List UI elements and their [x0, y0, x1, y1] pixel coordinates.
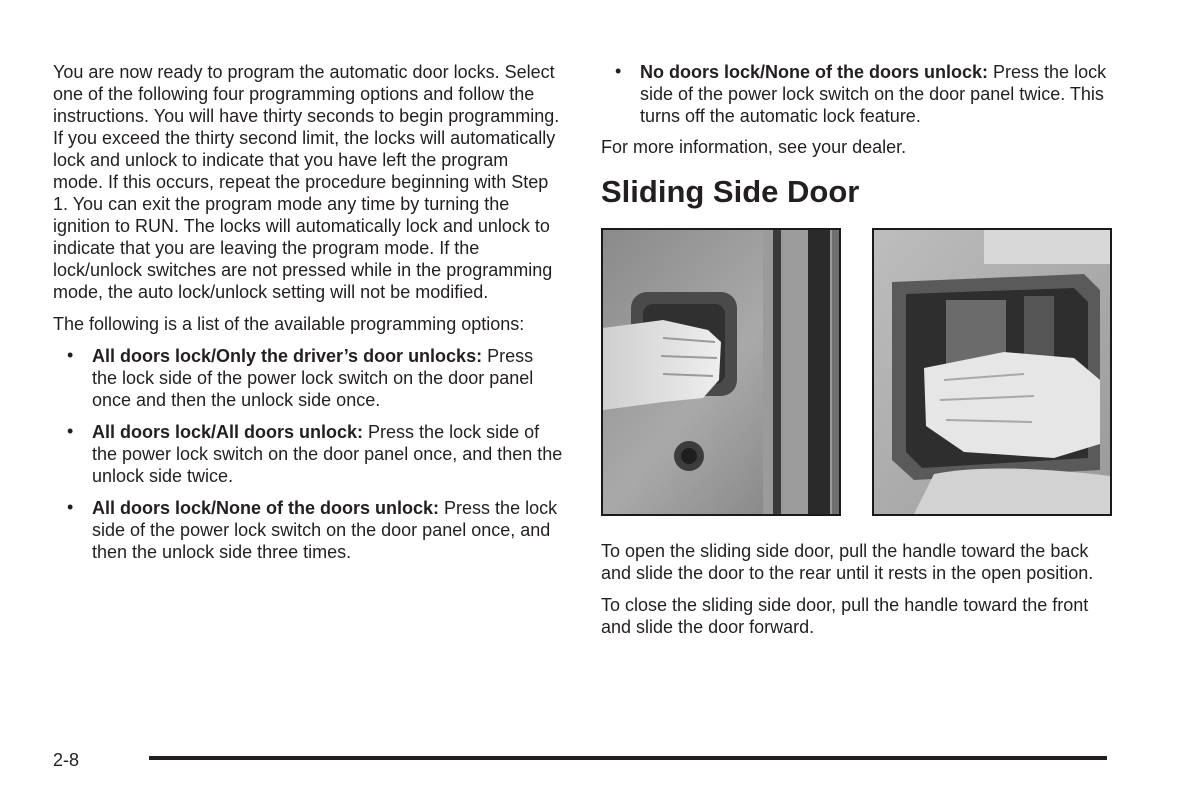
exterior-handle-photo [601, 228, 841, 516]
footer-divider [149, 756, 1107, 760]
option-text: Press the lock side of the power lock switch on the door panel twice. This turns off the automatic lock feature. [640, 62, 1107, 126]
bullet-icon: • [67, 497, 74, 517]
intro-paragraph: You are now ready to program the automatic door locks. Select one of the following four programming options and follow the instructions. You will have thirty seconds to begin programming. If you exceed the thirty second limit, the locks will automatically lock and unlock to indicate that you have left the program mode. If this occurs, repeat the procedure beginning with Step 1. You can exit the program mode any time by turning the ignition to RUN. The locks will automatically lock and unlock to indicate that you are leaving the program mode. If the lock/unlock switches are not pressed while in the programming mode, the auto lock/unlock setting will not be modified. [53, 62, 560, 302]
programming-options-list [53, 345, 563, 563]
list-item [53, 345, 563, 411]
option-title: All doors lock/Only the driver’s door unlocks: [92, 346, 483, 366]
dealer-note: For more information, see your dealer. [601, 137, 907, 157]
bullet-icon: • [67, 421, 74, 441]
section-title: Sliding Side Door [601, 174, 860, 209]
sliding-door-photos [601, 228, 1111, 514]
option-title: No doors lock/None of the doors unlock: [640, 62, 989, 82]
option-text: Press the lock side of the power lock switch on the door panel once, and then the unlock side twice. [92, 422, 563, 486]
list-item [53, 421, 563, 487]
close-door-instructions: To close the sliding side door, pull the handle toward the front and slide the door forward. [601, 595, 1089, 637]
list-intro-paragraph: The following is a list of the available programming options: [53, 314, 525, 334]
option-title: All doors lock/All doors unlock: [92, 422, 364, 442]
list-item [53, 497, 563, 563]
programming-options-list-continued [601, 61, 1111, 127]
bullet-icon: • [615, 61, 622, 81]
open-door-instructions: To open the sliding side door, pull the handle toward the back and slide the door to the rear until it rests in the open position. [601, 541, 1094, 583]
option-title: All doors lock/None of the doors unlock: [92, 498, 440, 518]
page-number: 2-8 [53, 750, 80, 770]
left-column [53, 61, 563, 573]
option-text: Press the lock side of the power lock switch on the door panel once, and then the unlock side three times. [92, 498, 558, 562]
list-item [601, 61, 1111, 127]
bullet-icon: • [67, 345, 74, 365]
interior-handle-photo [872, 228, 1112, 516]
option-text: Press the lock side of the power lock switch on the door panel once and then the unlock side once. [92, 346, 534, 410]
right-column [601, 61, 1111, 648]
